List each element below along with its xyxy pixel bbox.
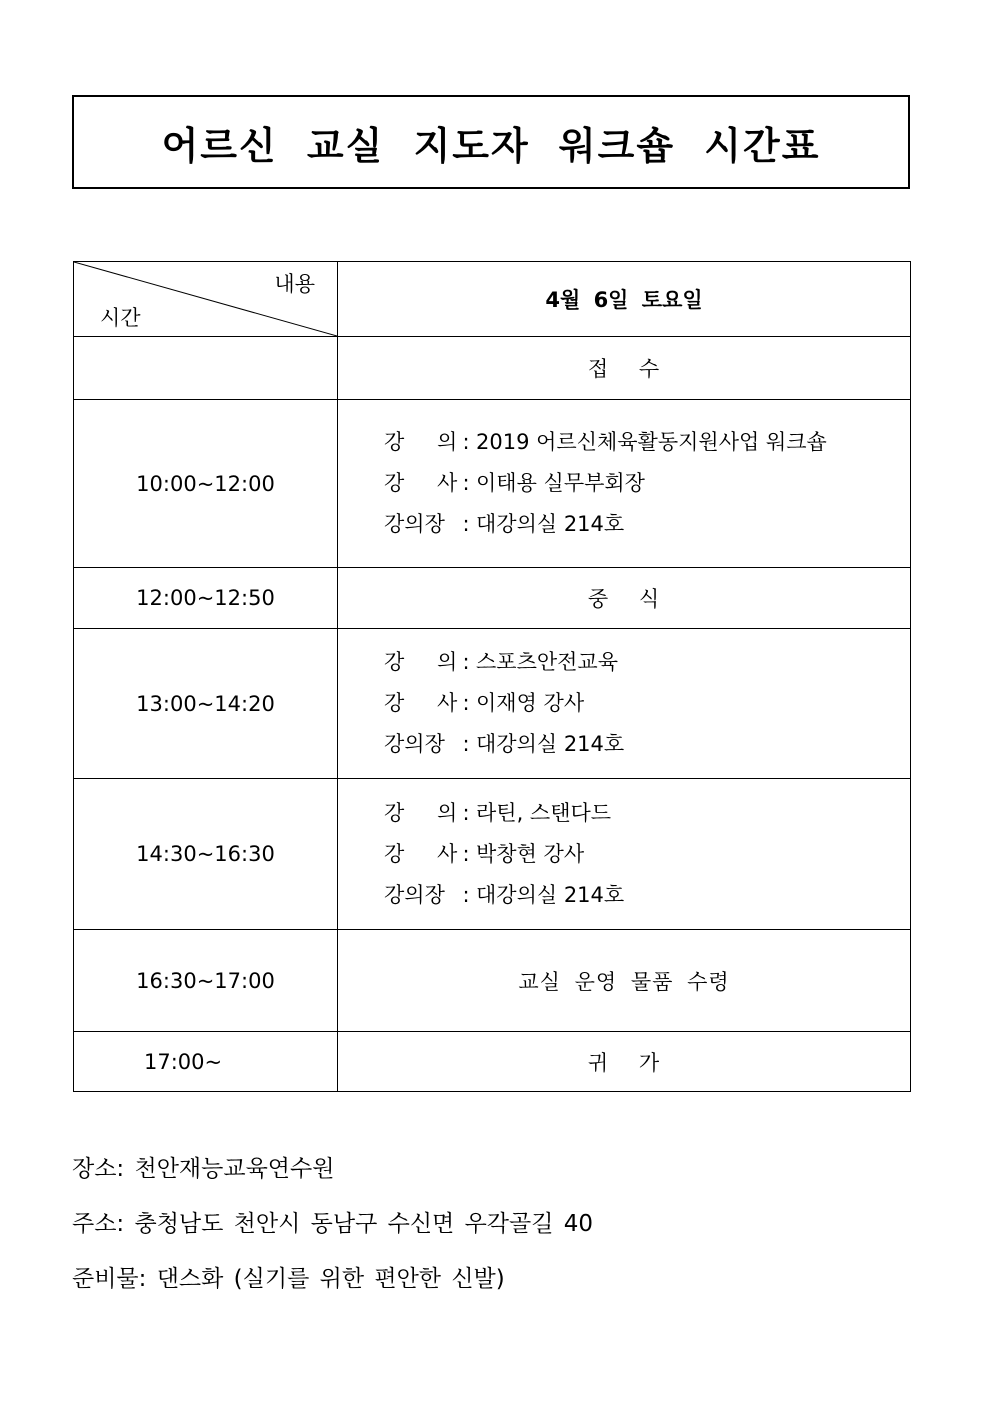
room-line [384,724,910,765]
colon: : [462,691,470,715]
colon: : [462,512,470,536]
time-cell [74,337,338,400]
table-row [74,337,911,400]
colon: : [462,732,470,756]
instructor-label: 강 사 [384,841,458,866]
session-detail-cell [338,779,911,930]
lecture-label: 강 의 [384,430,458,454]
colon: : [462,841,470,866]
title-box [72,95,910,189]
colon: : [462,800,470,825]
table-row [74,930,911,1032]
room-value: 대강의실 214호 [476,732,625,756]
lunch-cell: 중 식 [338,568,911,629]
lecture-label: 강 의 [384,650,458,674]
colon: : [462,471,470,495]
room-line [384,504,910,545]
room-label: 강의장 [384,882,445,907]
page-title: 어르신 교실 지도자 워크숍 시간표 [161,123,821,168]
instructor-line [384,463,910,504]
table-row [74,629,911,779]
colon: : [462,430,470,454]
content-header-label: 내용 [274,272,315,296]
lecture-value: 2019 어르신체육활동지원사업 워크숍 [476,430,827,454]
supplies-line: 준비물: 댄스화 (실기를 위한 편안한 신발) [72,1266,505,1292]
lecture-label: 강 의 [384,800,458,825]
time-cell: 13:00~14:20 [74,629,338,779]
schedule-table [73,261,911,1092]
instructor-label: 강 사 [384,691,458,715]
time-cell: 17:00~ [74,1032,338,1092]
colon: : [462,882,470,907]
lecture-line [384,793,910,834]
colon: : [462,650,470,674]
room-line [384,875,910,916]
table-header-row [74,262,911,337]
place-line: 장소: 천안재능교육연수원 [72,1156,335,1182]
table-row [74,779,911,930]
time-cell: 12:00~12:50 [74,568,338,629]
lecture-value: 스포츠안전교육 [476,650,619,674]
session-detail-cell [338,629,911,779]
reception-cell: 접 수 [338,337,911,400]
room-value: 대강의실 214호 [476,512,625,536]
instructor-value: 이태용 실무부회장 [476,471,645,495]
table-row [74,1032,911,1092]
time-cell: 16:30~17:00 [74,930,338,1032]
diagonal-header-cell [74,262,338,337]
return-home-cell: 귀 가 [338,1032,911,1092]
supplies-pickup-cell: 교실 운영 물품 수령 [338,930,911,1032]
session-detail-cell [338,400,911,568]
table-row [74,568,911,629]
room-label: 강의장 [384,732,445,756]
lecture-value: 라틴, 스탠다드 [476,800,612,825]
time-cell: 14:30~16:30 [74,779,338,930]
lecture-line [384,642,910,683]
instructor-line [384,834,910,875]
instructor-value: 이재영 강사 [476,691,585,715]
lecture-line [384,422,910,463]
instructor-label: 강 사 [384,471,458,495]
table-row [74,400,911,568]
time-header-label: 시간 [100,306,141,330]
address-line: 주소: 충청남도 천안시 동남구 수신면 우각골길 40 [72,1211,594,1237]
footer-info [72,1142,593,1307]
instructor-line [384,683,910,724]
time-cell: 10:00~12:00 [74,400,338,568]
date-header: 4월 6일 토요일 [338,262,911,337]
room-label: 강의장 [384,512,445,536]
instructor-value: 박창현 강사 [476,841,585,866]
room-value: 대강의실 214호 [476,882,625,907]
